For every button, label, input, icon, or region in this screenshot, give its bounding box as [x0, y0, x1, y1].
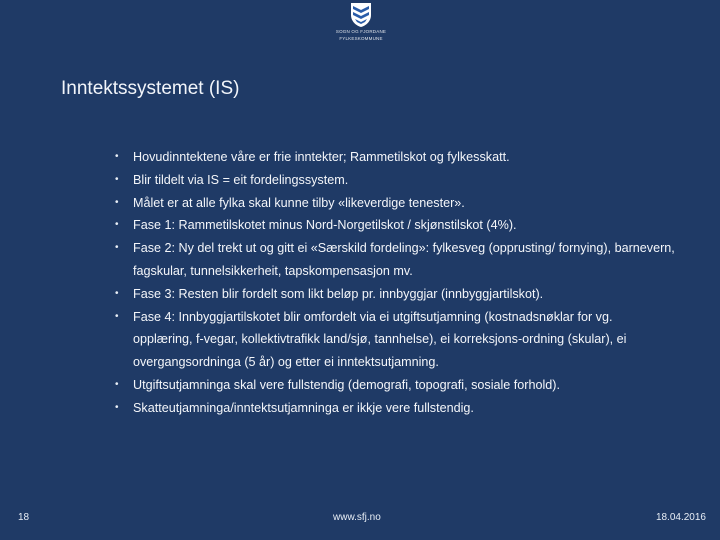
bullet-text: Fase 3: Resten blir fordelt som likt beløp pr. innbyggjar (innbyggjartilskot). — [133, 286, 544, 301]
coat-of-arms-icon — [350, 2, 372, 28]
logo-text-line2: FYLKESKOMMUNE — [339, 35, 383, 41]
bullet-item — [115, 169, 675, 192]
logo-text-line1: SOGN OG FJORDANE — [335, 29, 387, 34]
bullet-dot-icon: • — [115, 378, 119, 390]
bullet-item — [115, 192, 675, 215]
logo — [330, 2, 392, 48]
bullet-dot-icon: • — [115, 219, 119, 231]
slide-title: Inntektssystemet (IS) — [61, 78, 240, 99]
bullet-text: Fase 2: Ny del trekt ut og gitt ei «Særskild fordeling»: fylkesveg (opprusting/ fornying), barnevern, fagskular, tunnelsikkerheit, tapskompensasjon mv. — [133, 241, 675, 278]
bullet-text: Målet er at alle fylka skal kunne tilby «likeverdige tenester». — [133, 195, 465, 210]
bullet-dot-icon: • — [115, 287, 119, 299]
footer-url[interactable]: www.sfj.no — [333, 512, 381, 523]
bullet-item — [115, 397, 675, 420]
bullet-item — [115, 374, 675, 397]
bullet-item — [115, 283, 675, 306]
bullet-text: Hovudinntektene våre er frie inntekter; Rammetilskot og fylkesskatt. — [133, 150, 510, 164]
bullet-dot-icon: • — [115, 310, 119, 322]
bullet-dot-icon: • — [115, 151, 119, 162]
bullet-text: Fase 1: Rammetilskotet minus Nord-Norgetilskot / skjønstilskot (4%). — [133, 218, 517, 233]
bullet-text: Blir tildelt via IS = eit fordelingssystem. — [133, 172, 349, 187]
bullet-item — [115, 306, 675, 374]
bullet-dot-icon: • — [115, 401, 119, 413]
page-number: 18 — [18, 512, 30, 523]
bullet-dot-icon: • — [115, 242, 119, 254]
bullet-item — [115, 146, 675, 169]
bullet-item — [115, 214, 675, 237]
footer-date: 18.04.2016 — [655, 512, 706, 523]
bullet-list — [115, 146, 675, 420]
bullet-text: Fase 4: Innbyggjartilskotet blir omfordelt via ei utgiftsutjamning (kostnadsnøklar for vg. opplæring, f-vegar, kollektivtrafikk land/sjø, tannhelse), ei korreksjons-ordning (skular), ei overgangsordninga (5 år) og etter ei inntektsutjamning. — [133, 309, 627, 370]
bullet-dot-icon: • — [115, 173, 119, 185]
bullet-text: Utgiftsutjamninga skal vere fullstendig (demografi, topografi, sosiale forhold). — [133, 377, 561, 392]
bullet-dot-icon: • — [115, 196, 119, 208]
bullet-item — [115, 237, 675, 283]
bullet-text: Skatteutjamninga/inntektsutjamninga er ikkje vere fullstendig. — [133, 400, 474, 415]
